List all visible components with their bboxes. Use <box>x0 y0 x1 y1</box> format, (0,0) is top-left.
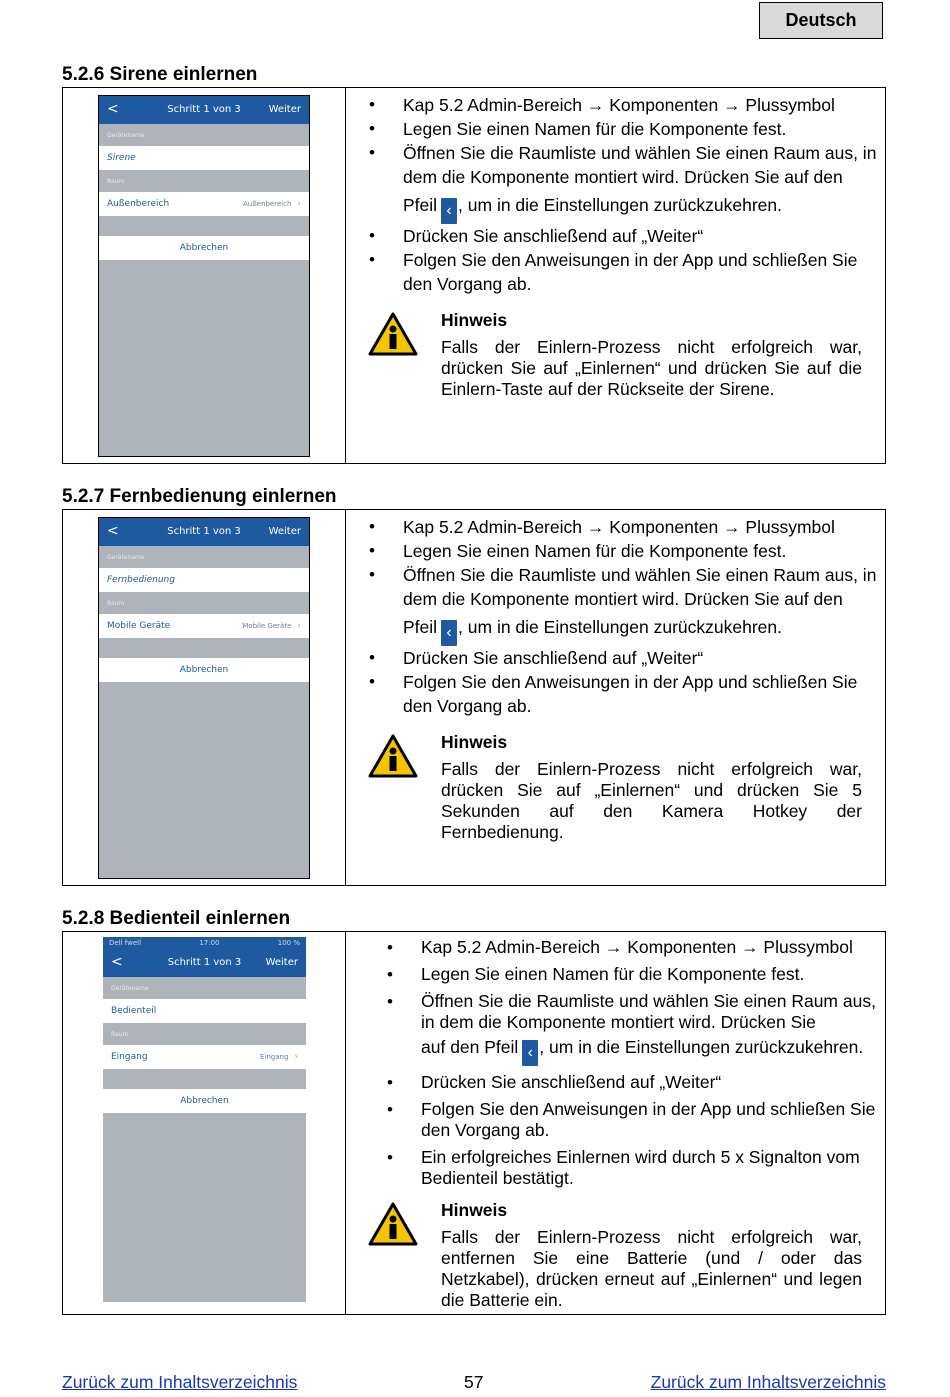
phone-name-label: Gerätename <box>107 132 145 139</box>
page-number: 57 <box>464 1372 484 1392</box>
hint-block <box>441 1200 862 1311</box>
hint-heading: Hinweis <box>441 310 508 330</box>
phone-room-row: Eingang Eingang › <box>103 1045 306 1069</box>
step-item: • Legen Sie einen Namen für die Komponente fest. <box>369 539 879 563</box>
hint-heading: Hinweis <box>441 1200 508 1220</box>
step-item: • Drücken Sie anschließend auf „Weiter“ <box>369 224 879 248</box>
section-title-fernbedienung: 5.2.7 Fernbedienung einlernen <box>62 486 337 507</box>
back-arrow-icon: ‹ <box>522 1040 538 1066</box>
phone-name-field: Fernbedienung <box>99 568 309 592</box>
phone-name-label: Gerätename <box>111 985 149 992</box>
warning-info-icon <box>368 734 418 778</box>
phone-nav-next: Weiter <box>268 104 301 115</box>
hint-text: Falls der Einlern-Prozess nicht erfolgreich war, entfernen Sie eine Batterie (und / oder das Netzkabel), drücken erneut auf „Einlernen“ und legen die Batterie ein. <box>441 1227 862 1310</box>
step-item: • Öffnen Sie die Raumliste und wählen Sie einen Raum aus, in dem die Komponente montiert wird. Drücken Sie auf den Pfeil ‹ , um in die Einstellungen zurückzukehren. <box>369 141 879 224</box>
steps-list <box>387 937 877 1189</box>
step-item: • Kap 5.2 Admin-Bereich → Komponenten → Plussymbol <box>369 515 879 539</box>
phone-room-label: Raum <box>111 1031 129 1038</box>
step-item: • Folgen Sie den Anweisungen in der App und schließen Sie den Vorgang ab. <box>369 670 879 718</box>
toc-link-right[interactable]: Zurück zum Inhaltsverzeichnis <box>650 1372 886 1392</box>
section-title-bedienteil: 5.2.8 Bedienteil einlernen <box>62 908 291 929</box>
phone-room-row: Außenbereich Außenbereich › <box>99 192 309 216</box>
hint-block <box>441 732 862 843</box>
column-divider <box>345 932 346 1314</box>
back-arrow-icon: < <box>107 101 119 117</box>
phone-statusbar: Dell fwell 17:00 100 % <box>103 937 306 949</box>
section-box-fernbedienung <box>62 509 886 886</box>
step-item: • Drücken Sie anschließend auf „Weiter“ <box>369 646 879 670</box>
step-item: • Kap 5.2 Admin-Bereich → Komponenten → Plussymbol <box>369 93 879 117</box>
step-item: • Legen Sie einen Namen für die Komponente fest. <box>369 117 879 141</box>
phone-navbar <box>99 518 309 546</box>
phone-nav-title: Schritt 1 von 3 <box>167 526 241 537</box>
phone-room-row: Mobile Geräte Mobile Geräte › <box>99 614 309 638</box>
steps-list <box>369 515 879 718</box>
section-box-sirene <box>62 87 886 464</box>
hint-block <box>441 310 862 400</box>
phone-room-label: Raum <box>107 600 125 607</box>
step-item: • Öffnen Sie die Raumliste und wählen Sie einen Raum aus, in dem die Komponente montiert wird. Drücken Sie auf den Pfeil ‹ , um in die Einstellungen zurückzukehren. <box>369 563 879 646</box>
section-box-bedienteil <box>62 931 886 1315</box>
phone-name-field: Bedienteil <box>103 999 306 1023</box>
section-title-sirene: 5.2.6 Sirene einlernen <box>62 64 258 85</box>
phone-navbar <box>103 949 306 977</box>
hint-heading: Hinweis <box>441 732 508 752</box>
phone-nav-title: Schritt 1 von 3 <box>167 104 241 115</box>
toc-link-left[interactable]: Zurück zum Inhaltsverzeichnis <box>62 1372 298 1392</box>
back-arrow-icon: < <box>107 523 119 539</box>
phone-cancel: Abbrechen <box>99 658 309 682</box>
back-arrow-icon: ‹ <box>441 620 457 646</box>
phone-nav-title: Schritt 1 von 3 <box>167 957 242 968</box>
column-divider <box>345 88 346 463</box>
phone-cancel: Abbrechen <box>99 236 309 260</box>
phone-cancel: Abbrechen <box>103 1089 306 1113</box>
phone-nav-next: Weiter <box>268 526 301 537</box>
phone-screenshot <box>103 937 306 1302</box>
phone-name-label: Gerätename <box>107 554 145 561</box>
language-tab: Deutsch <box>759 2 883 39</box>
steps-list <box>369 93 879 296</box>
step-item: • Folgen Sie den Anweisungen in der App und schließen Sie den Vorgang ab. <box>369 248 879 296</box>
phone-room-label: Raum <box>107 178 125 185</box>
step-item: • Folgen Sie den Anweisungen in der App und schließen Sie den Vorgang ab. <box>387 1099 877 1141</box>
phone-nav-next: Weiter <box>265 957 298 968</box>
back-arrow-icon: ‹ <box>441 198 457 224</box>
step-item: • Drücken Sie anschließend auf „Weiter“ <box>387 1072 877 1093</box>
warning-info-icon <box>368 312 418 356</box>
step-item: • Kap 5.2 Admin-Bereich → Komponenten → Plussymbol <box>387 937 877 958</box>
phone-screenshot <box>98 95 310 457</box>
phone-navbar <box>99 96 309 124</box>
hint-text: Falls der Einlern-Prozess nicht erfolgreich war, drücken Sie auf „Einlernen“ und drücken Sie auf die Einlern-Taste auf der Rückseite der Sirene. <box>441 337 862 399</box>
back-arrow-icon: < <box>111 954 123 970</box>
phone-name-field: Sirene <box>99 146 309 170</box>
column-divider <box>345 510 346 885</box>
hint-text: Falls der Einlern-Prozess nicht erfolgreich war, drücken Sie auf „Einlernen“ und drücken Sie 5 Sekunden auf den Kamera Hotkey der Fernbedienung. <box>441 759 862 842</box>
warning-info-icon <box>368 1202 418 1246</box>
step-item: • Ein erfolgreiches Einlernen wird durch 5 x Signalton vom Bedienteil bestätigt. <box>387 1147 877 1189</box>
phone-screenshot <box>98 517 310 879</box>
step-item: • Öffnen Sie die Raumliste und wählen Sie einen Raum aus, in dem die Komponente montiert wird. Drücken Sie auf den Pfeil ‹ , um in die Einstellungen zurückzukehren. <box>387 991 877 1066</box>
step-item: • Legen Sie einen Namen für die Komponente fest. <box>387 964 877 985</box>
